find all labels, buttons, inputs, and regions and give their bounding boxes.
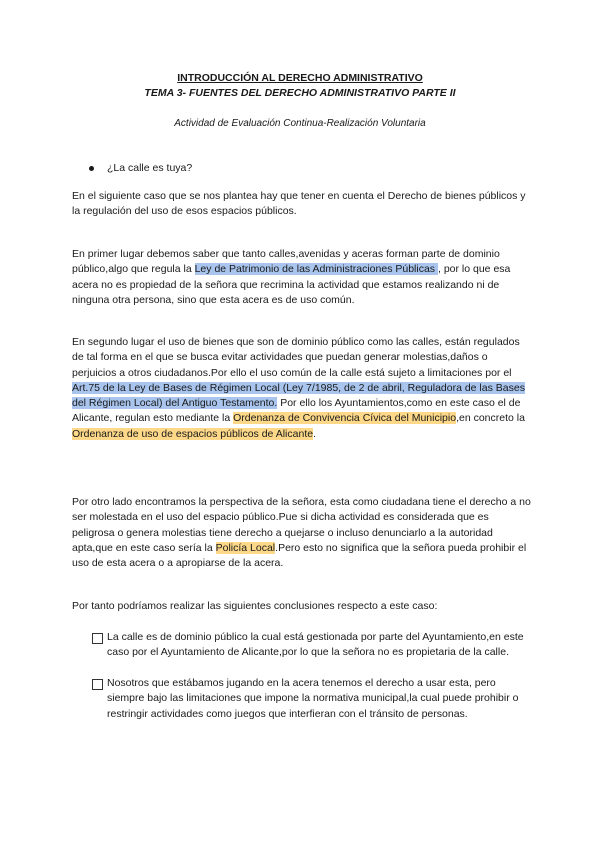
p3-text-a: En segundo lugar el uso de bienes que son de dominio público como las calles, están regulados de tal forma en el que se busca evitar actividades que puedan generar molestias,daños o perjuicios a otros ciudadanos.Por ello el uso común de la calle está sujeto a limitaciones por el [72,336,520,379]
p4-text-b: .Pero esto no significa que la señora pueda prohibir el uso de esta acera o a apropiarse de la acera. [72,541,527,570]
p4-text-a: Por otro lado encontramos la perspectiva de la señora, esta como ciudadana tiene el derecho a no ser molestada en el uso del espacio público.Pue si dicha actividad es considerada que es peligrosa o genera molestias tiene derecho a quejarse o incluso denunciarlo a la autoridad apta,que en este caso sería la [72,496,531,554]
document-subtitle: TEMA 3- FUENTES DEL DERECHO ADMINISTRATIVO PARTE II [144,87,456,99]
p2-text-a: En primer lugar debemos saber que tanto calles,avenidas y aceras forman parte de dominio público,algo que regula la [72,248,500,276]
p3-text-b: Por ello los Ayuntamientos,como en este caso el de Alicante, regulan esto mediante la [72,397,521,425]
p3-highlight-ordenanza-convivencia: Ordenanza de Convivencia Cívica del Municipio [233,412,457,425]
conclusion-item [92,676,532,722]
bullet-dot-icon [89,166,94,171]
paragraph-uso-bienes [72,335,532,442]
paragraph-conclusiones-intro: Por tanto podríamos realizar las siguientes conclusiones respecto a este caso: [72,600,438,612]
p3-highlight-art75: Art.75 de la Ley de Bases de Régimen Local (Ley 7/1985, de 2 de abril, Reguladora de las Bases del Régimen Local) del Antiguo Testamento. [72,381,525,410]
p3-text-d: . [313,427,317,440]
conclusion-item [92,630,532,661]
p4-highlight-policia-local: Policía Local [215,541,276,554]
document-title: INTRODUCCIÓN AL DERECHO ADMINISTRATIVO [177,72,423,84]
conclusion-text: Nosotros que estábamos jugando en la acera tenemos el derecho a usar esta, pero siempre bajo las limitaciones que impone la normativa municipal,la cual puede prohibir o restringir actividades como juegos que interfieran con el tránsito de personas. [107,677,519,720]
p2-text-b: , por lo que esa acera no es propiedad de la señora que recrimina la actividad que estamos realizando ni de ninguna otra persona, sino que esta acera es de uso común. [72,263,511,306]
checkbox-icon[interactable] [92,679,103,690]
question-text: ¿La calle es tuya? [107,162,193,174]
p3-text-c: ,en concreto la [456,412,525,425]
p2-highlight-ley-patrimonio: Ley de Patrimonio de las Administraciones Públicas [194,263,438,276]
paragraph-intro: En el siguiente caso que se nos plantea hay que tener en cuenta el Derecho de bienes públicos y la regulación del uso de esos espacios públicos. [72,190,526,218]
paragraph-perspectiva-senora [72,495,532,571]
question-bullet [89,162,192,174]
p3-highlight-ordenanza-espacios: Ordenanza de uso de espacios públicos de Alicante [72,427,314,440]
checkbox-icon[interactable] [92,633,103,644]
paragraph-dominio-publico [72,247,532,308]
conclusion-text: La calle es de dominio público la cual está gestionada por parte del Ayuntamiento,en este caso por el Ayuntamiento de Alicante,por lo que la señora no es propietaria de la calle. [107,631,524,659]
activity-label: Actividad de Evaluación Continua-Realización Voluntaria [174,118,426,129]
